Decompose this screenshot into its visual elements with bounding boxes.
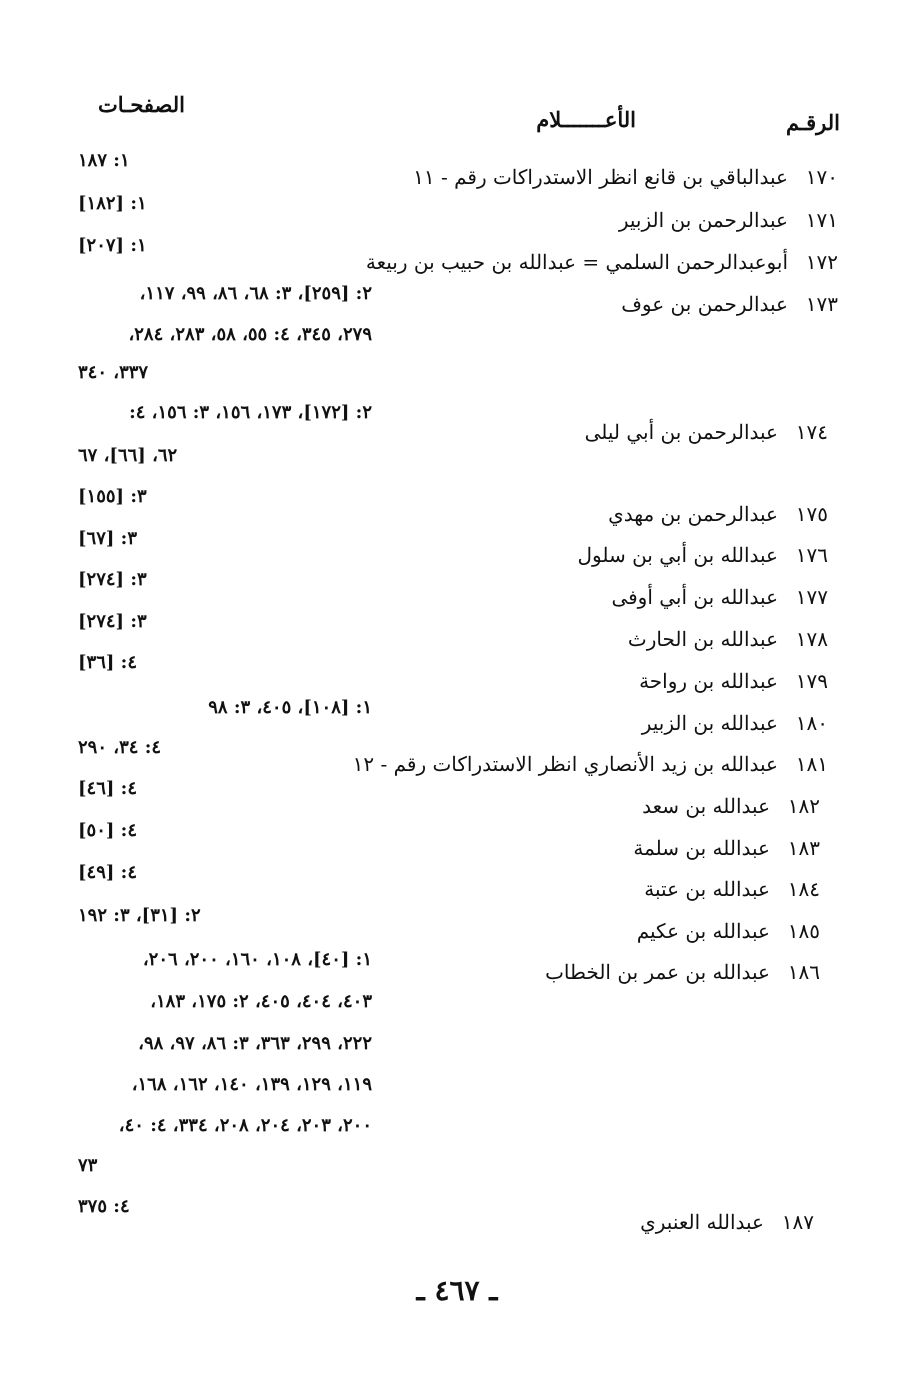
entry-number: ١٧٨ bbox=[795, 627, 828, 651]
entry-name: عبدالله بن الحارث bbox=[627, 627, 778, 651]
column-header-number: الرقـم bbox=[786, 110, 840, 135]
page-reference-line: ٣٣٧، ٣٤٠ bbox=[78, 362, 149, 383]
entry-name: عبدالله بن الزبير bbox=[641, 711, 778, 735]
page-reference-line: ٦٢، [٦٦]، ٦٧ bbox=[78, 445, 178, 466]
index-entry bbox=[611, 585, 828, 609]
index-entry bbox=[639, 669, 828, 693]
entry-number: ١٨٣ bbox=[787, 836, 820, 860]
page-reference-line: ٢: [١٧٢]، ١٧٣، ١٥٦، ٣: ١٥٦، ٤: bbox=[129, 402, 372, 423]
entry-name: عبدالله بن عتبة bbox=[644, 877, 770, 901]
entry-name: أبوعبدالرحمن السلمي = عبدالله بن حبيب بن ربيعة bbox=[365, 250, 788, 274]
entry-name: عبدالله بن عكيم bbox=[636, 919, 770, 943]
entry-name: عبدالله بن أبي أوفى bbox=[611, 585, 778, 609]
entry-name: عبدالرحمن بن مهدي bbox=[608, 502, 778, 526]
page-reference-line: ٤: ٣٧٥ bbox=[78, 1196, 130, 1217]
entry-number: ١٨٢ bbox=[787, 794, 820, 818]
page-reference-line: ٤: [٤٩] bbox=[78, 862, 137, 883]
page-reference-line: ٢٧٩، ٣٤٥، ٤: ٥٥، ٥٨، ٢٨٣، ٢٨٤، bbox=[128, 324, 372, 345]
page-reference-line: ١: ١٨٧ bbox=[78, 150, 130, 171]
index-entry bbox=[628, 627, 828, 651]
entry-number: ١٨٠ bbox=[795, 711, 828, 735]
index-entry bbox=[608, 502, 828, 526]
page-reference-line: ٤٠٣، ٤٠٤، ٤٠٥، ٢: ١٧٥، ١٨٣، bbox=[150, 991, 372, 1012]
page-reference-line: ٤: [٤٦] bbox=[78, 778, 137, 799]
entry-name: عبدالله بن عمر بن الخطاب bbox=[545, 960, 770, 984]
entry-name: عبدالرحمن بن عوف bbox=[621, 292, 788, 316]
index-entry bbox=[619, 208, 838, 232]
entry-number: ١٧٠ bbox=[805, 165, 838, 189]
page-reference-line: ٤: ٣٤، ٢٩٠ bbox=[78, 737, 162, 758]
index-entry bbox=[642, 711, 828, 735]
page-reference-line: ٣: [١٥٥] bbox=[78, 486, 147, 507]
entry-number: ١٧٢ bbox=[805, 250, 838, 274]
page-number: ـ ٤٦٧ ـ bbox=[416, 1274, 498, 1307]
entry-number: ١٧٥ bbox=[795, 502, 828, 526]
entry-name: عبدالله العنبري bbox=[640, 1210, 764, 1234]
index-entry bbox=[621, 292, 838, 316]
entry-name: عبدالله بن أبي بن سلول bbox=[577, 543, 778, 567]
index-entry bbox=[585, 420, 828, 444]
entry-name: عبدالباقي بن قانع انظر الاستدراكات رقم - ١١ bbox=[413, 165, 788, 189]
index-entry bbox=[353, 752, 828, 776]
page-reference-line: ١: [٤٠]، ١٠٨، ١٦٠، ٢٠٠، ٢٠٦، bbox=[142, 949, 372, 970]
page-reference-line: ٣: [٢٧٤] bbox=[78, 569, 147, 590]
entry-number: ١٧٧ bbox=[795, 585, 828, 609]
column-header-pages: الصفحـات bbox=[98, 92, 185, 117]
entry-number: ١٧٩ bbox=[795, 669, 828, 693]
page-reference-line: ٢٢٢، ٢٩٩، ٣٦٣، ٣: ٨٦، ٩٧، ٩٨، bbox=[138, 1033, 372, 1054]
index-entry bbox=[644, 877, 820, 901]
index-entry bbox=[637, 919, 820, 943]
page-reference-line: ٢: [٣١]، ٣: ١٩٢ bbox=[78, 905, 201, 926]
page-reference-line: ١١٩، ١٢٩، ١٣٩، ١٤٠، ١٦٢، ١٦٨، bbox=[131, 1074, 372, 1095]
entry-name: عبدالله بن رواحة bbox=[639, 669, 778, 693]
entry-name: عبدالله بن سلمة bbox=[633, 836, 770, 860]
index-entry bbox=[577, 543, 828, 567]
page-reference-line: ٤: [٥٠] bbox=[78, 820, 137, 841]
index-entry bbox=[640, 1210, 814, 1234]
page-reference-line: ٢: [٢٥٩]، ٣: ٦٨، ٨٦، ٩٩، ١١٧، bbox=[139, 283, 372, 304]
page-reference-line: ٧٣ bbox=[78, 1155, 98, 1176]
entry-name: عبدالله بن زيد الأنصاري انظر الاستدراكات رقم - ١٢ bbox=[352, 752, 778, 776]
entry-number: ١٨١ bbox=[795, 752, 828, 776]
entry-number: ١٨٥ bbox=[787, 919, 820, 943]
page-reference-line: ٣: [٦٧] bbox=[78, 528, 137, 549]
page-reference-line: ١: [١٠٨]، ٤٠٥، ٣: ٩٨ bbox=[208, 697, 372, 718]
index-entry bbox=[366, 250, 838, 274]
page-reference-line: ٣: [٢٧٤] bbox=[78, 611, 147, 632]
entry-number: ١٨٧ bbox=[781, 1210, 814, 1234]
entry-number: ١٧١ bbox=[805, 208, 838, 232]
entry-number: ١٨٤ bbox=[787, 877, 820, 901]
page-reference-line: ٢٠٠، ٢٠٣، ٢٠٤، ٢٠٨، ٣٣٤، ٤: ٤٠، bbox=[118, 1115, 372, 1136]
entry-name: عبدالرحمن بن الزبير bbox=[618, 208, 788, 232]
column-header-names: الأعـــــــلام bbox=[536, 107, 636, 132]
entry-name: عبدالله بن سعد bbox=[642, 794, 770, 818]
index-entry bbox=[545, 960, 820, 984]
page-reference-line: ١: [١٨٢] bbox=[78, 193, 147, 214]
index-entry bbox=[413, 165, 838, 189]
index-entry bbox=[642, 794, 820, 818]
entry-number: ١٧٣ bbox=[805, 292, 838, 316]
index-entry bbox=[633, 836, 820, 860]
entry-number: ١٨٦ bbox=[787, 960, 820, 984]
page-reference-line: ١: [٢٠٧] bbox=[78, 235, 147, 256]
page-reference-line: ٤: [٣٦] bbox=[78, 652, 137, 673]
entry-number: ١٧٦ bbox=[795, 543, 828, 567]
entry-number: ١٧٤ bbox=[795, 420, 828, 444]
entry-name: عبدالرحمن بن أبي ليلى bbox=[584, 420, 778, 444]
